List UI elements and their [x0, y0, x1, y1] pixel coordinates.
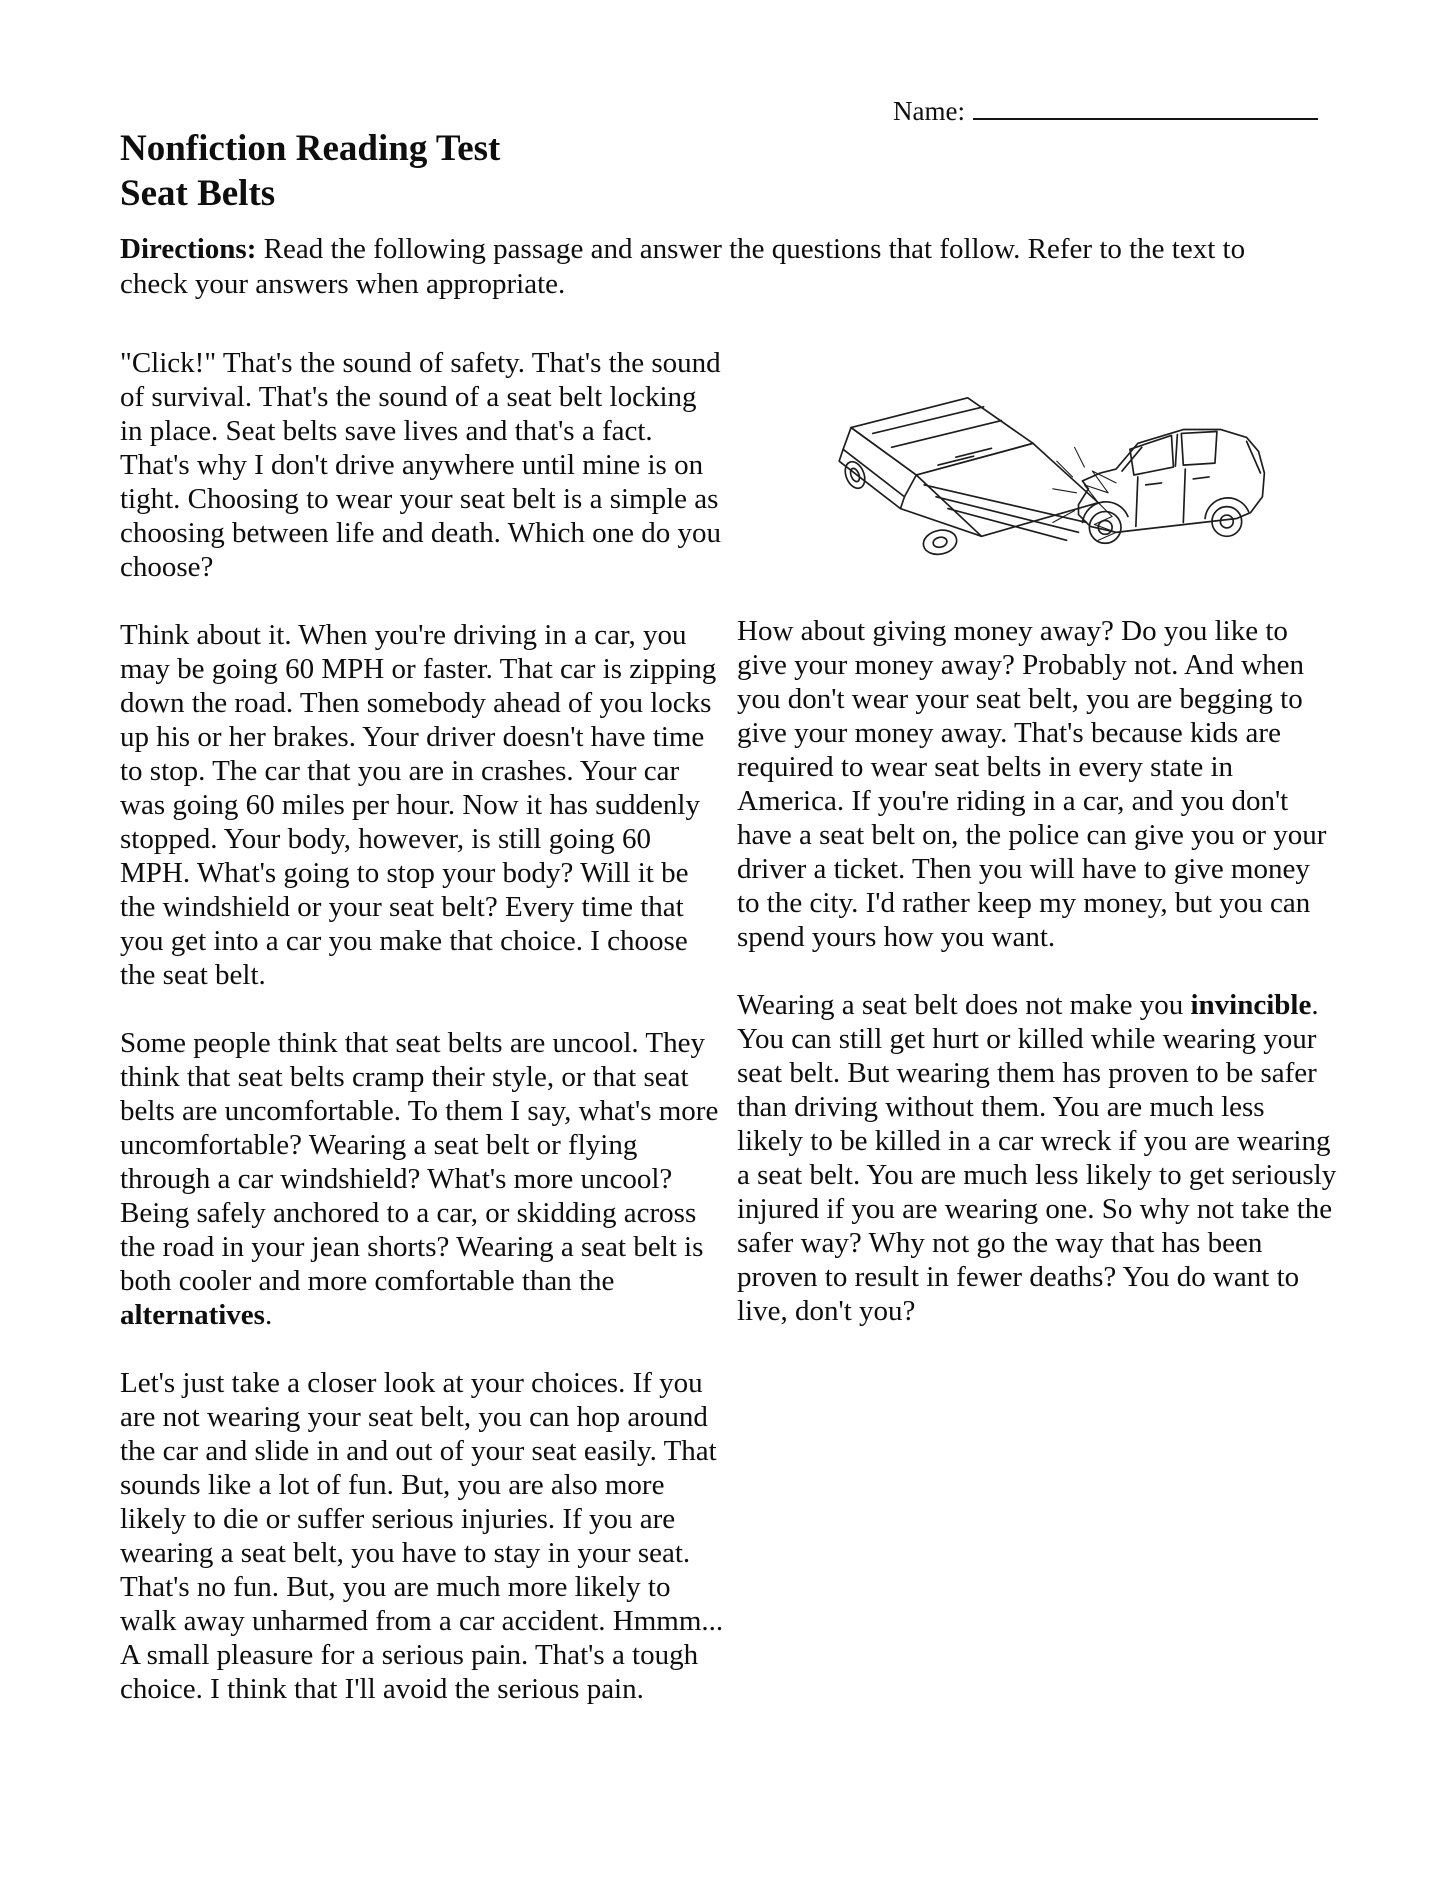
directions — [120, 232, 1310, 302]
page-subtitle: Seat Belts — [120, 173, 276, 214]
paragraph-6: Wearing a seat belt does not make you invincible. You can still get hurt or killed while wearing your seat belt. But wearing them has proven to be safer than driving without them. You are much less likely to be killed in a car wreck if you are wearing a seat belt. You are much less likely to get seriously injured if you are wearing one. So why not take the safer way? Why not go the way that has been proven to result in fewer deaths? You do want to live, don't you? — [737, 989, 1337, 1327]
car-crash-svg — [787, 386, 1279, 564]
name-label: Name: — [893, 96, 965, 126]
name-entry-line[interactable] — [973, 94, 1318, 120]
paragraph-2: Think about it. When you're driving in a car, you may be going 60 MPH or faster. That car is zipping down the road. Then somebody ahead of you locks up his or her brakes. Your driver doesn't have time to stop. The car that you are in crashes. Your car was going 60 miles per hour. Now it has suddenly stopped. Your body, however, is still going 60 MPH. What's going to stop your body? Will it be the windshield or your seat belt? Every time that you get into a car you make that choice. I choose the seat belt. — [120, 619, 717, 991]
directions-text: Read the following passage and answer the questions that follow. Refer to the text to check your answers when appropriate. — [120, 233, 1246, 300]
directions-label: Directions: — [120, 233, 257, 265]
passage-column-left — [120, 346, 725, 1740]
title-block — [120, 126, 500, 216]
paragraph-1: "Click!" That's the sound of safety. That's the sound of survival. That's the sound of a seat belt locking in place. Seat belts save lives and that's a fact. That's why I don't drive anywhere until mine is on tight. Choosing to wear your seat belt is a simple as choosing between life and death. Which one do you choose? — [120, 347, 722, 583]
car-crash-illustration — [787, 386, 1279, 564]
paragraph-4: Let's just take a closer look at your choices. If you are not wearing your seat belt, you can hop around the car and slide in and out of your seat easily. That sounds like a lot of fun. But, you are also more likely to die or suffer serious injuries. If you are wearing a seat belt, you have to stay in your seat. That's no fun. But, you are much more likely to walk away unharmed from a car accident. Hmmm... A small pleasure for a serious pain. That's a tough choice. I think that I'll avoid the serious pain. — [120, 1367, 724, 1705]
paragraph-5: How about giving money away? Do you like to give your money away? Probably not. And when you don't wear your seat belt, you are begging to give your money away. That's because kids are required to wear seat belts in every state in America. If you're riding in a car, and you don't have a seat belt on, the police can give you or your driver a ticket. Then you will have to give money to the city. I'd rather keep my money, but you can spend yours how you want. — [737, 615, 1327, 953]
bold-word-alternatives: alternatives — [120, 1299, 265, 1331]
page-title: Nonfiction Reading Test — [120, 128, 501, 169]
name-field-row — [893, 94, 1318, 126]
paragraph-3: Some people think that seat belts are uncool. They think that seat belts cramp their style, or that seat belts are uncomfortable. To them I say, what's more uncomfortable? Wearing a seat belt or flying through a car windshield? What's more uncool? Being safely anchored to a car, or skidding across the road in your jean shorts? Wearing a seat belt is both cooler and more comfortable than the alternatives. — [120, 1027, 719, 1331]
bold-word-invincible: invincible — [1190, 989, 1312, 1021]
passage-column-right — [737, 386, 1337, 1362]
